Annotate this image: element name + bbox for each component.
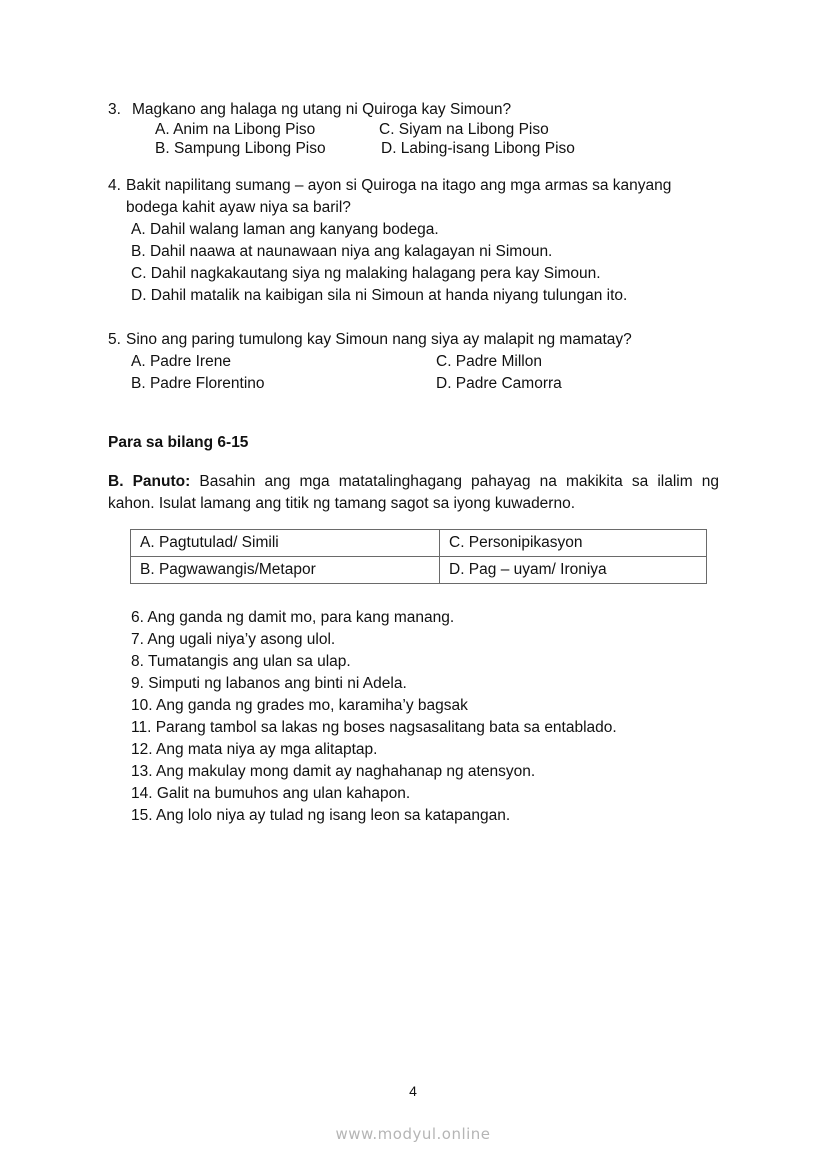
- box-row: [131, 530, 707, 557]
- answer-key-box: [130, 529, 707, 584]
- instructions-label: B. Panuto:: [108, 473, 191, 490]
- box-cell-a: A. Pagtutulad/ Simili: [131, 530, 440, 557]
- choice-d: D. Padre Camorra: [436, 375, 562, 392]
- choice-d: D. Labing-isang Libong Piso: [381, 140, 575, 157]
- question-4-text-line2: bodega kahit ayaw niya sa baril?: [126, 199, 351, 216]
- list-item: 13. Ang makulay mong damit ay naghahanap ng atensyon.: [131, 763, 536, 780]
- instructions: [108, 471, 719, 515]
- choice-b: B. Dahil naawa at naunawaan niya ang kalagayan ni Simoun.: [131, 243, 553, 260]
- list-item: 15. Ang lolo niya ay tulad ng isang leon sa katapangan.: [131, 807, 511, 824]
- box-row: [131, 557, 707, 584]
- list-item: 6. Ang ganda ng damit mo, para kang manang.: [131, 609, 455, 626]
- list-item: 12. Ang mata niya ay mga alitaptap.: [131, 741, 378, 758]
- choice-d: D. Dahil matalik na kaibigan sila ni Simoun at handa niyang tulungan ito.: [131, 287, 628, 304]
- list-item: 8. Tumatangis ang ulan sa ulap.: [131, 653, 351, 670]
- box-cell-c: C. Personipikasyon: [440, 530, 707, 557]
- question-4-number: 4.: [108, 177, 121, 194]
- list-item: 7. Ang ugali niya’y asong ulol.: [131, 631, 336, 648]
- choice-a: A. Padre Irene: [131, 353, 231, 370]
- instructions-line1: B. Panuto: Basahin ang mga matatalinghagang pahayag na makikita sa ilalim ng: [108, 473, 719, 490]
- question-3-number: 3.: [108, 101, 121, 118]
- list-item: 9. Simputi ng labanos ang binti ni Adela.: [131, 675, 407, 692]
- choice-a: A. Anim na Libong Piso: [155, 121, 316, 138]
- question-5-text: Sino ang paring tumulong kay Simoun nang siya ay malapit ng mamatay?: [126, 331, 632, 348]
- question-5-number: 5.: [108, 331, 121, 348]
- box-cell-b: B. Pagwawangis/Metapor: [131, 557, 440, 584]
- watermark: www.modyul.online: [335, 1125, 491, 1143]
- list-item: 11. Parang tambol sa lakas ng boses nagsasalitang bata sa entablado.: [131, 719, 617, 736]
- box-cell-d: D. Pag – uyam/ Ironiya: [440, 557, 707, 584]
- page-number: 4: [409, 1083, 417, 1099]
- question-4-text-line1: Bakit napilitang sumang – ayon si Quiroga na itago ang mga armas sa kanyang: [126, 177, 672, 194]
- choice-c: C. Padre Millon: [436, 353, 542, 370]
- choice-b: B. Padre Florentino: [131, 375, 265, 392]
- choice-c: C. Siyam na Libong Piso: [379, 121, 549, 138]
- choice-c: C. Dahil nagkakautang siya ng malaking halagang pera kay Simoun.: [131, 265, 601, 282]
- choice-b: B. Sampung Libong Piso: [155, 140, 326, 157]
- instructions-line2: kahon. Isulat lamang ang titik ng tamang sagot sa iyong kuwaderno.: [108, 495, 576, 512]
- list-item: 14. Galit na bumuhos ang ulan kahapon.: [131, 785, 411, 802]
- choice-a: A. Dahil walang laman ang kanyang bodega.: [131, 221, 439, 238]
- question-3-text: Magkano ang halaga ng utang ni Quiroga kay Simoun?: [132, 101, 512, 118]
- section-heading: Para sa bilang 6-15: [108, 434, 249, 451]
- list-item: 10. Ang ganda ng grades mo, karamiha’y bagsak: [131, 697, 468, 714]
